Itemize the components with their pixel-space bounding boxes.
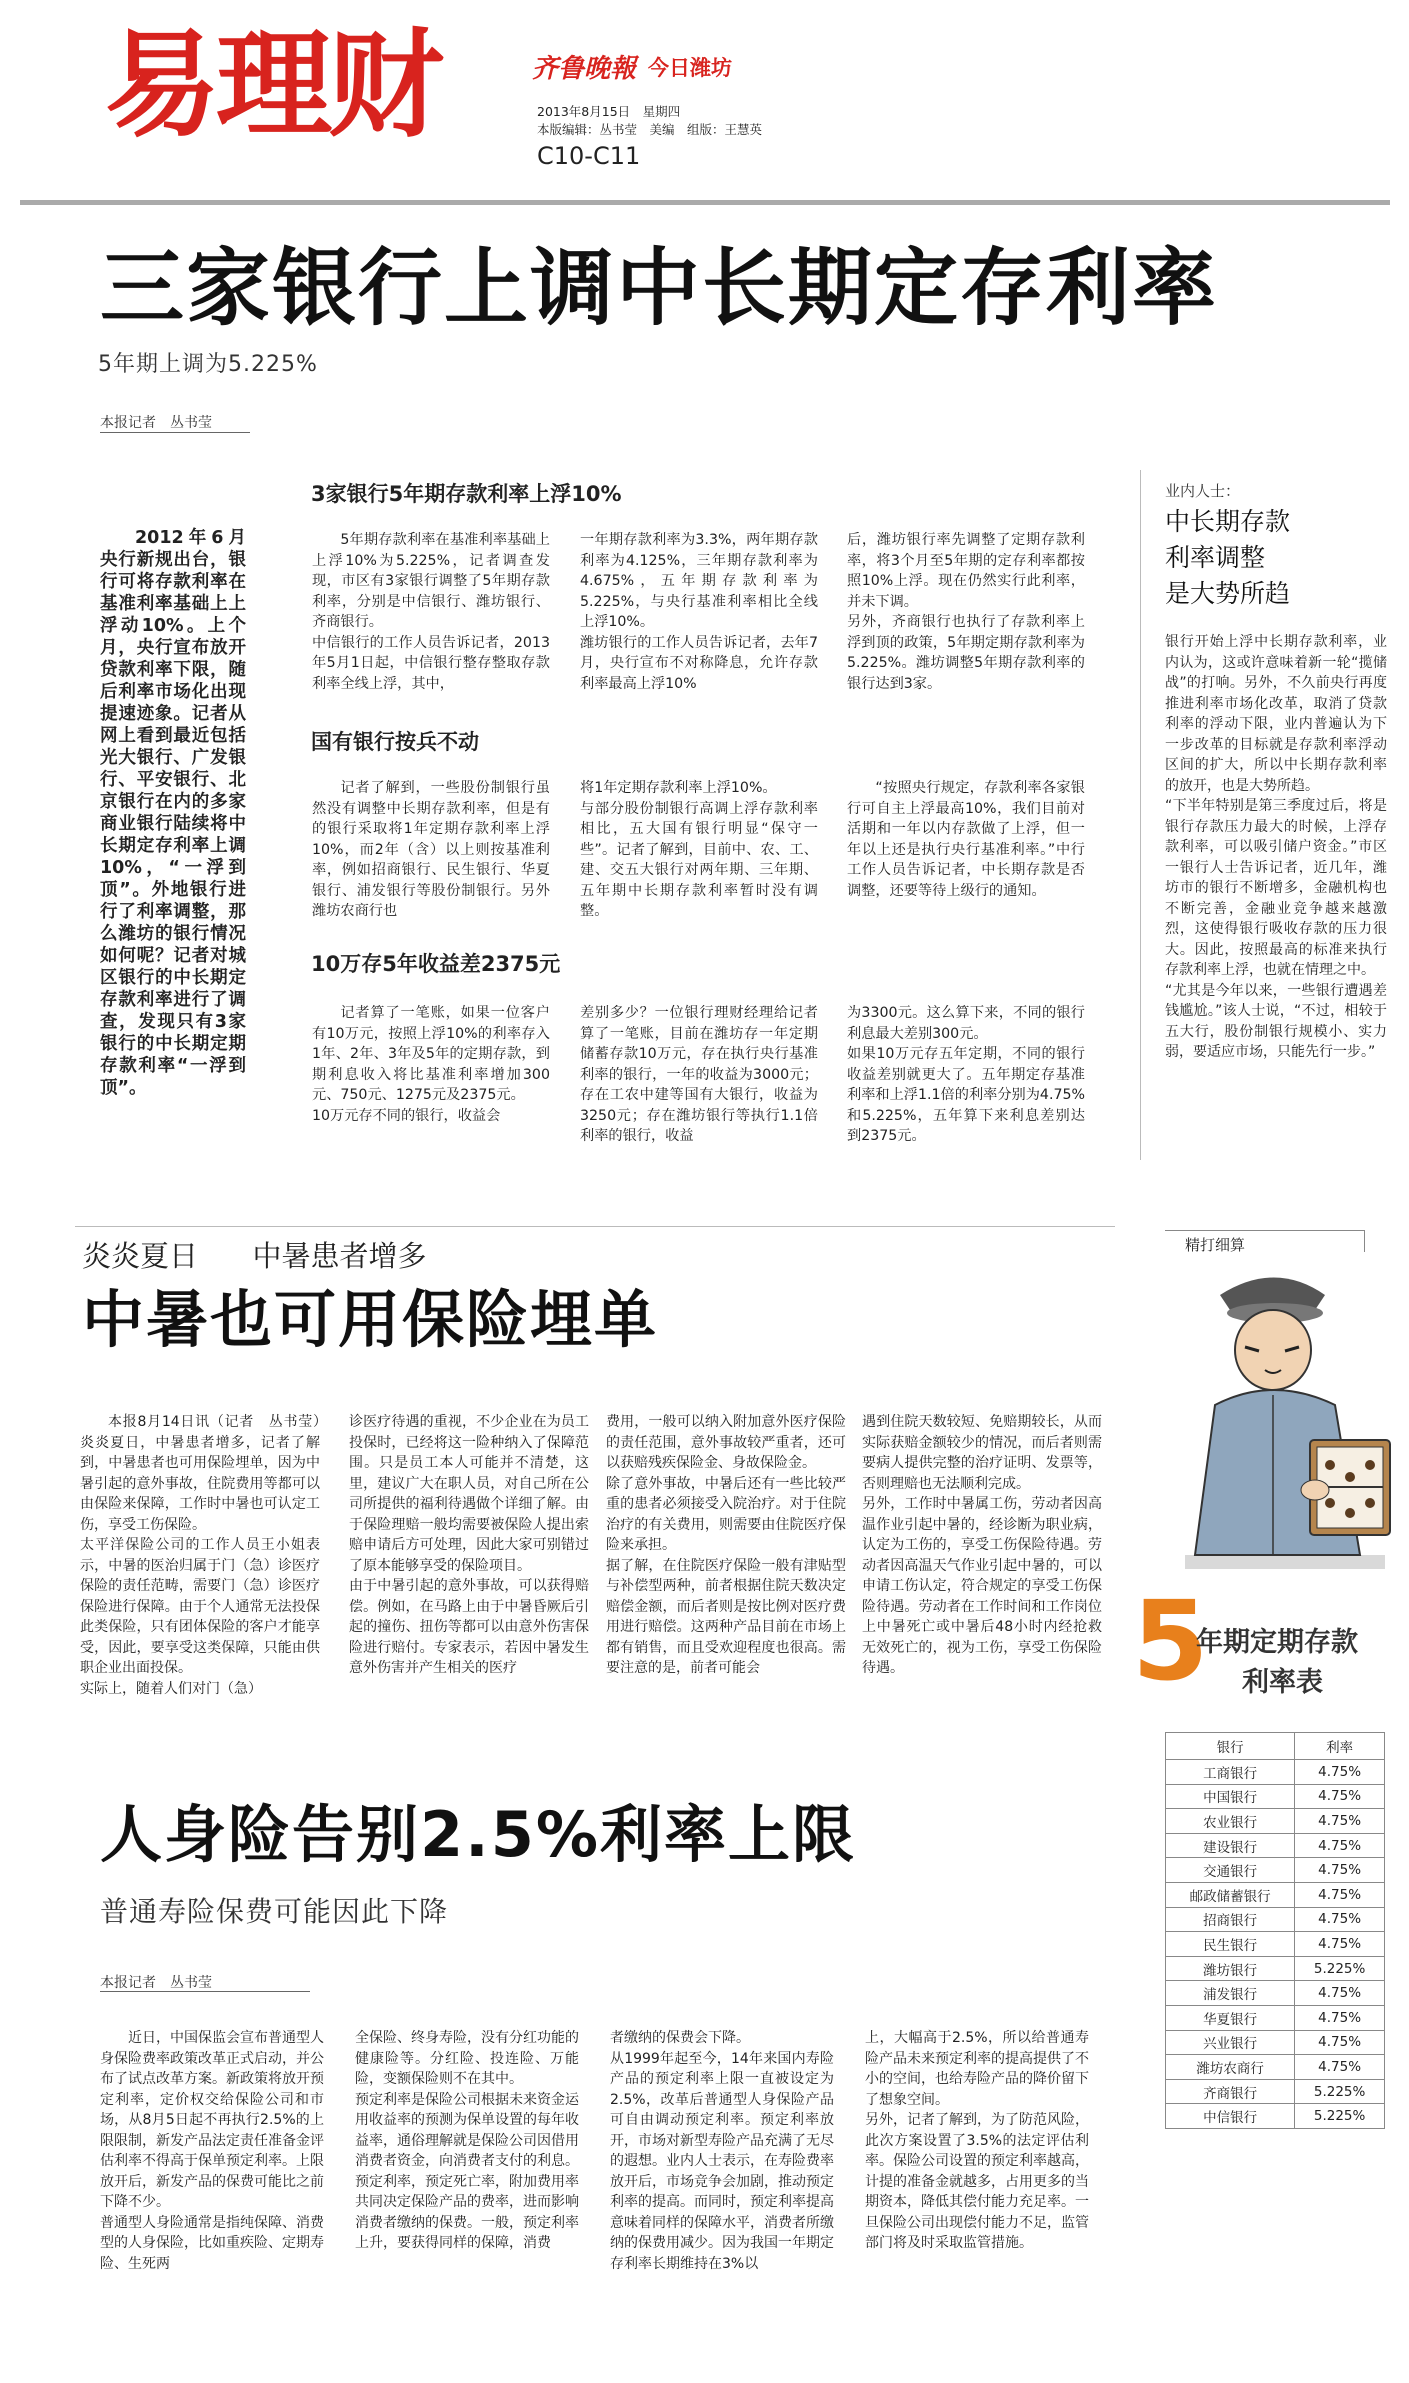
rate-table-row <box>1166 1784 1385 1809</box>
story3-col4: 上，大幅高于2.5%，所以给普通寿险产品未来预定利率的提高提供了不小的空间，也给寿险产品的降价留下了想象空间。 另外，记者了解到，为了防范风险，此次方案设置了3.5%的法定评估利率。保险公司设置的预定利率越高，计提的准备金就越多，占用更多的当期资本，降低其偿付能力充足率。一旦保险公司出现偿付能力不足，监管部门将及时采取监管措施。 <box>865 2030 1089 2251</box>
story2-headline: 中暑也可用保险埋单 <box>82 1283 659 1356</box>
story1-section2-col1: 记者了解到，一些股份制银行虽然没有调整中长期存款利率，但是有的银行采取将1年定期存款利率上浮10%，而2年（含）以上则按基准利率，例如招商银行、民生银行、华夏银行、浦发银行等股份制银行。另外潍坊农商行也 <box>312 780 550 919</box>
rate-table-rate: 4.75% <box>1295 1907 1385 1932</box>
rate-table-rate: 5.225% <box>1295 1956 1385 1981</box>
story2-col1: 本报8月14日讯（记者 丛书莹） 炎炎夏日，中暑患者增多，记者了解到，中暑患者也可用保险埋单，因为中暑引起的意外事故，住院费用等都可以由保险来保障，工作时中暑也可认定工伤，享受工伤保险。 太平洋保险公司的工作人员王小姐表示，中暑的医治归属于门（急）诊医疗保险的责任范畴，需要门（急）诊医疗保险进行保障。由于个人通常无法投保此类保险，只有团体保险的客户才能享受，因此，要享受这类保障，只能由供职企业出面投保。 实际上，随着人们对门（急） <box>80 1414 320 1697</box>
rate-table-row <box>1166 1932 1385 1957</box>
rate-table-title-line2: 利率表 <box>1242 1667 1323 1698</box>
story1-section1-col1: 5年期存款利率在基准利率基础上上浮10%为5.225%，记者调查发现，市区有3家银行调整了5年期存款利率，分别是中信银行、潍坊银行、齐商银行。 中信银行的工作人员告诉记者，2013年5月1日起，中信银行整存整取存款利率全线上浮，其中， <box>312 532 550 692</box>
rate-table-title-line1: 年期定期存款 <box>1196 1627 1358 1658</box>
page-numbers: C10-C11 <box>537 142 641 170</box>
rate-table-row <box>1166 1833 1385 1858</box>
rate-table-row <box>1166 2030 1385 2055</box>
rate-table-row <box>1166 1907 1385 1932</box>
sidebar-title-line1: 中长期存款 <box>1165 507 1291 536</box>
rate-table-bank: 邮政储蓄银行 <box>1166 1882 1295 1907</box>
rate-table-bank: 工商银行 <box>1166 1760 1295 1785</box>
story1-section3-col1: 记者算了一笔账，如果一位客户有10万元，按照上浮10%的利率存入1年、2年、3年及5年的定期存款，到期利息收入将比基准利率增加300元、750元、1275元及2375元。 10万元存不同的银行，收益会 <box>312 1005 550 1124</box>
story3-headline: 人身险告别2.5%利率上限 <box>100 1798 856 1871</box>
rate-table-row <box>1166 1760 1385 1785</box>
rate-table-rate: 4.75% <box>1295 1784 1385 1809</box>
rate-table-header-bank: 银行 <box>1166 1733 1295 1760</box>
story1-section2-title: 国有银行按兵不动 <box>311 730 479 754</box>
rate-table-rate: 4.75% <box>1295 2030 1385 2055</box>
rate-table-rate: 4.75% <box>1295 1981 1385 2006</box>
story1-byline: 本报记者 丛书莹 <box>100 415 212 431</box>
rate-table-rate: 4.75% <box>1295 1809 1385 1834</box>
story1-section1-title: 3家银行5年期存款利率上浮10% <box>311 482 622 506</box>
story1-section3-col3: 为3300元。这么算下来，不同的银行利息最大差别300元。 如果10万元存五年定期，不同的银行收益差别就更大了。五年期定存基准利率和上浮1.1倍的利率分别为4.75%和5.225%，五年算下来利息差别达到2375元。 <box>847 1005 1085 1144</box>
rate-table-bank: 华夏银行 <box>1166 2005 1295 2030</box>
rate-table-row <box>1166 1956 1385 1981</box>
rate-table-row <box>1166 2055 1385 2080</box>
sidebar-label: 业内人士： <box>1165 482 1241 500</box>
story3-col3: 者缴纳的保费会下降。 从1999年起至今，14年来国内寿险产品的预定利率上限一直被设定为2.5%，改革后普通型人身保险产品可自由调动预定利率。预定利率放开，市场对新型寿险产品充满了无尽的遐想。业内人士表示，在寿险费率放开后，市场竞争会加剧，推动预定利率的提高。而同时，预定利率提高意味着同样的保障水平，消费者所缴纳的保费用减少。因为我国一年期定存利率长期维持在3%以 <box>610 2030 834 2272</box>
rate-table-bank: 中国银行 <box>1166 1784 1295 1809</box>
story2-kicker <box>82 1234 426 1275</box>
sidebar-divider <box>1140 470 1141 1160</box>
sidebar-title-line2: 利率调整 <box>1165 543 1266 572</box>
rate-table-rate: 4.75% <box>1295 1833 1385 1858</box>
story1-section3-col2: 差别多少？一位银行理财经理给记者算了一笔账，目前在潍坊存一年定期储蓄存款10万元，存在执行央行基准利率的银行，一年的收益为3000元；存在工农中建等国有大银行，收益为3250元；存在潍坊银行等执行1.1倍利率的银行，收益 <box>580 1005 818 1144</box>
illustration-label: 精打细算 <box>1185 1236 1246 1254</box>
sidebar-title-line3: 是大势所趋 <box>1165 579 1291 608</box>
story1-subtitle: 5年期上调为5.225% <box>98 352 318 377</box>
rate-table-row <box>1166 1809 1385 1834</box>
rate-table-row <box>1166 1882 1385 1907</box>
story3-byline: 本报记者 丛书莹 <box>100 1975 212 1991</box>
rate-table-rate: 4.75% <box>1295 1760 1385 1785</box>
story2-col3: 费用，一般可以纳入附加意外医疗保险的责任范围，意外事故较严重者，还可以获赔残疾保险金、身故保险金。 除了意外事故，中暑后还有一些比较严重的患者必须接受入院治疗。对于住院治疗的有关费用，则需要由住院医疗保险来承担。 据了解，在住院医疗保险一般有津贴型与补偿型两种，前者根据住院天数决定赔偿金额，而后者则是按比例对医疗费用进行赔偿。这两种产品目前在市场上都有销售，而且受欢迎程度也很高。需要注意的是，前者可能会 <box>606 1414 846 1676</box>
rate-table-bank: 农业银行 <box>1166 1809 1295 1834</box>
story1-section3-title: 10万存5年收益差2375元 <box>311 952 561 976</box>
story2-top-rule <box>75 1226 1115 1227</box>
story3-byline-underline <box>100 1991 310 1992</box>
rate-table-rate: 4.75% <box>1295 1932 1385 1957</box>
story1-section2-col3: “按照央行规定，存款利率各家银行可自主上浮最高10%，我们目前对活期和一年以内存款做了上浮，但一年以上还是执行央行基准利率。”中行工作人员告诉记者，中长期存款是否调整，还要等待上级行的通知。 <box>847 780 1085 899</box>
rate-table-bank: 兴业银行 <box>1166 2030 1295 2055</box>
rate-table-row <box>1166 2079 1385 2104</box>
rate-table-bank: 招商银行 <box>1166 1907 1295 1932</box>
issue-date: 2013年8月15日 星期四 <box>537 104 681 119</box>
story1-headline: 三家银行上调中长期定存利率 <box>100 239 1219 337</box>
rate-table-rate: 4.75% <box>1295 1882 1385 1907</box>
story2-col4: 遇到住院天数较短、免赔期较长，从而实际获赔金额较少的情况，而后者则需要病人提供完整的治疗证明、发票等，否则理赔也无法顺利完成。 另外，工作时中暑属工伤，劳动者因高温作业引起中暑的，经诊断为职业病，认定为工伤的，享受工伤保险待遇。劳动者因高温天气作业引起中暑的，可以申请工伤认定，符合规定的享受工伤保险待遇。劳动者在工作时间和工作岗位上中暑死亡或中暑后48小时内经抢救无效死亡的，视为工伤，享受工伤保险待遇。 <box>862 1414 1102 1676</box>
story1-section1-col2: 一年期存款利率为3.3%，两年期存款利率为4.125%，三年期存款利率为4.675%，五年期存款利率为5.225%，与央行基准利率相比全线上浮10%。 潍坊银行的工作人员告诉记者，去年7月，央行宣布不对称降息，允许存款利率最高上浮10% <box>580 532 818 692</box>
story1-lead: 2012年6月央行新规出台，银行可将存款利率在基准利率基础上上浮动10%。上个月，央行宣布放开贷款利率下限，随后利率市场化出现提速迹象。记者从网上看到最近包括光大银行、广发银行、平安银行、北京银行在内的多家商业银行陆续将中长期定存利率上调10%，“一浮到顶”。外地银行进行了利率调整，那么潍坊的银行情况如何呢？记者对城区银行的中长期定存款利率进行了调查，发现只有3家银行的中长期定期存款利率“一浮到顶”。 <box>100 528 246 1098</box>
rate-table-bank: 民生银行 <box>1166 1932 1295 1957</box>
editorial-staff: 本版编辑：丛书莹 美编 组版：王慧英 <box>537 122 763 137</box>
rate-table-rate: 5.225% <box>1295 2079 1385 2104</box>
rate-table-header-rate: 利率 <box>1295 1733 1385 1760</box>
rate-table-bank: 齐商银行 <box>1166 2079 1295 2104</box>
rate-table-bank: 浦发银行 <box>1166 1981 1295 2006</box>
rate-table-row <box>1166 1858 1385 1883</box>
rate-table-bank: 建设银行 <box>1166 1833 1295 1858</box>
abacus-man-illustration <box>1165 1255 1405 1585</box>
rate-table-header <box>1166 1733 1385 1760</box>
rate-table-rate: 4.75% <box>1295 2005 1385 2030</box>
illustration-label-box <box>1165 1230 1365 1252</box>
rate-table-bank: 中信银行 <box>1166 2104 1295 2129</box>
story3-col2: 全保险、终身寿险，没有分红功能的健康险等。分红险、投连险、万能险，变额保险则不在其中。 预定利率是保险公司根据未来资金运用收益率的预测为保单设置的每年收益率，通俗理解就是保险公司因借用消费者资金，向消费者支付的利息。预定利率，预定死亡率，附加费用率共同决定保险产品的费率，进而影响消费者缴纳的保费。一般，预定利率上升，要获得同样的保障，消费 <box>355 2030 579 2251</box>
edition-name: 今日潍坊 <box>648 56 732 80</box>
sidebar-title <box>1165 504 1290 612</box>
story3-subtitle: 普通寿险保费可能因此下降 <box>100 1895 449 1928</box>
masthead <box>0 0 1409 210</box>
story3-col1: 近日，中国保监会宣布普通型人身保险费率政策改革正式启动，并公布了试点改革方案。新政策将放开预定利率，定价权交给保险公司和市场，从8月5日起不再执行2.5%的上限限制，新发产品法定责任准备金评估利率不得高于保单预定利率。上限放开后，新发产品的保费可能比之前下降不少。 普通型人身险通常是指纯保障、消费型的人身保险，比如重疾险、定期寿险、生死两 <box>100 2030 324 2272</box>
rate-table-title-number: 5 <box>1132 1577 1209 1705</box>
rate-table-bank: 潍坊银行 <box>1166 1956 1295 1981</box>
story1-section2-col2: 将1年定期存款利率上浮10%。 与部分股份制银行高调上浮存款利率相比，五大国有银行明显“保守一些”。记者了解到，目前中、农、工、建、交五大银行对两年期、三年期、五年期中长期存款利率暂时没有调整。 <box>580 780 818 919</box>
rate-table <box>1165 1732 1385 2129</box>
byline-underline <box>100 432 250 433</box>
story1-section1-col3: 后，潍坊银行率先调整了定期存款利率，将3个月至5年期的定存利率都按照10%上浮。现在仍然实行此利率，并未下调。 另外，齐商银行也执行了存款利率上浮到顶的政策，5年期定期存款利率为5.225%。潍坊调整5年期存款利率的银行达到3家。 <box>847 532 1085 692</box>
rate-table-bank: 交通银行 <box>1166 1858 1295 1883</box>
rate-table-rate: 4.75% <box>1295 2055 1385 2080</box>
rate-table-title <box>1132 1577 1392 1720</box>
masthead-divider <box>20 200 1390 205</box>
sidebar-body: 银行开始上浮中长期存款利率，业内认为，这或许意味着新一轮“揽储战”的打响。另外，不久前央行再度推进利率市场化改革，取消了贷款利率的浮动下限，业内普遍认为下一步改革的目标就是存款利率浮动区间的扩大，所以中长期存款利率的放开，也是大势所趋。 “下半年特别是第三季度过后，将是银行存款压力最大的时候，上浮存款利率，可以吸引储户资金。”市区一银行人士告诉记者，近几年，潍坊市的银行不断增多，金融机构也不断完善，金融业竞争越来越激烈，这使得银行吸收存款的压力很大。因此，按照最高的标准来执行存款利率上浮，也就在情理之中。 “尤其是今年以来，一些银行遭遇差钱尴尬。”该人士说，“不过，相较于五大行，股份制银行规模小、实力弱，要适应市场，只能先行一步。” <box>1165 634 1387 1060</box>
story2-kicker-b: 中暑患者增多 <box>252 1239 427 1273</box>
story2-kicker-a: 炎炎夏日 <box>82 1239 199 1273</box>
rate-table-row <box>1166 2104 1385 2129</box>
paper-name: 齐鲁晚報 <box>532 54 637 84</box>
section-logo: 易理财 <box>104 17 440 153</box>
rate-table-row <box>1166 1981 1385 2006</box>
rate-table-bank: 潍坊农商行 <box>1166 2055 1295 2080</box>
story2-col2: 诊医疗待遇的重视，不少企业在为员工投保时，已经将这一险种纳入了保障范围。只是员工本人可能并不清楚，这里，建议广大在职人员，对自己所在公司所提供的福利待遇做个详细了解。由于保险理赔一般均需要被保险人提出索赔申请后方可处理，因此大家可别错过了原本能够享受的保险项目。 由于中暑引起的意外事故，可以获得赔偿。例如，在马路上由于中暑昏厥后引起的撞伤、扭伤等都可以由意外伤害保险进行赔付。专家表示，若因中暑发生意外伤害并产生相关的医疗 <box>349 1414 589 1676</box>
rate-table-rate: 5.225% <box>1295 2104 1385 2129</box>
rate-table-rate: 4.75% <box>1295 1858 1385 1883</box>
rate-table-row <box>1166 2005 1385 2030</box>
